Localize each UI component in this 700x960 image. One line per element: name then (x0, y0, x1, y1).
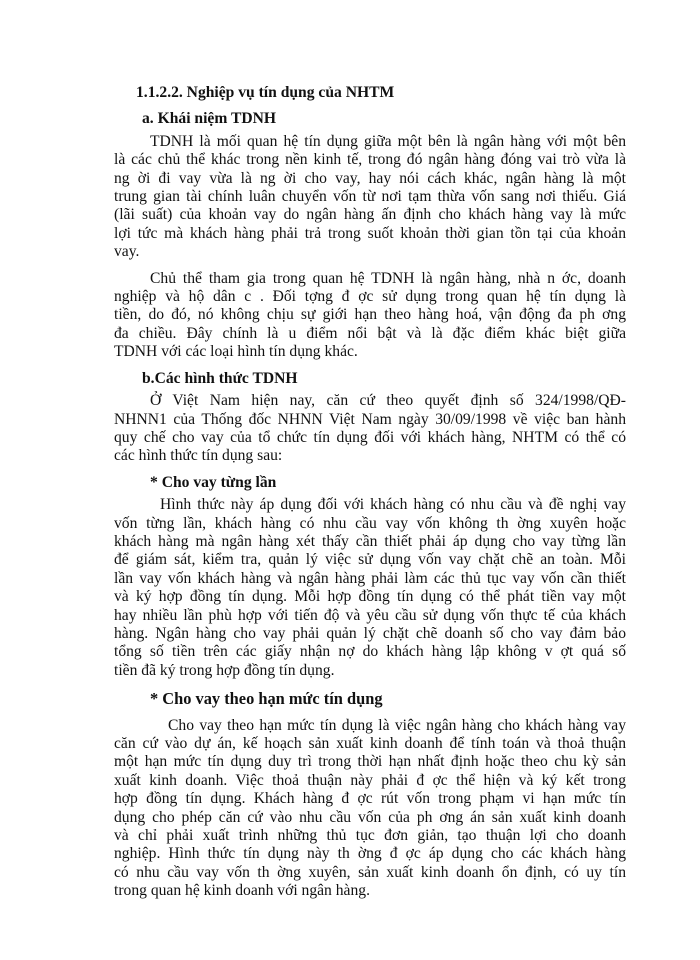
document-page (114, 84, 626, 909)
text-line: TDNH với các loại hình tín dụng khác. (114, 343, 358, 361)
text-line: có nhu cầu vay vốn th ờng xuyên, sản xuất kinh doanh ổn định, có uy tín (114, 863, 626, 881)
text-line: hàng. Ngân hàng cho vay phải quản lý chặt chẽ doanh số cho vay đảm bảo (114, 624, 626, 642)
text-line: lần vay vốn khách hàng và ngân hàng phải làm các thủ tục vay vốn cần thiết (114, 569, 626, 587)
text-line: trung gian tài chính luân chuyển vốn từ nơi tạm thừa vốn sang nơi thiếu. Giá (114, 188, 626, 206)
text-line: Chủ thể tham gia trong quan hệ TDNH là ngân hàng, nhà n ớc, doanh (150, 269, 626, 287)
item-heading-credit-limit: * Cho vay theo hạn mức tín dụng (150, 689, 383, 709)
text-line: tiền đã ký trong hợp đồng tín dụng. (114, 661, 335, 679)
text-line: lợi tức mà khách hàng phải trả trong suốt khoản thời gian tồn tại của khoản (114, 224, 626, 242)
text-line: và ký hợp đồng tín dụng. Mỗi hợp đồng tín dụng có thể phát tiền vay một (114, 588, 626, 606)
paragraph-credit-limit (114, 717, 626, 901)
text-line: trong quan hệ kinh doanh với ngân hàng. (114, 882, 370, 900)
text-line: vay. (114, 243, 140, 261)
text-line: để giám sát, kiểm tra, quản lý việc sử dụng vốn vay chặt chẽ an toàn. Mỗi (114, 551, 626, 569)
paragraph-tdnh-subjects (114, 270, 626, 362)
text-line: căn cứ vào dự án, kế hoạch sản xuất kinh doanh để tính toán và thoả thuận (114, 735, 626, 752)
text-line: Cho vay theo hạn mức tín dụng là việc ngân hàng cho khách hàng vay (168, 716, 626, 734)
text-line: và chỉ phải xuất trình những thủ tục đơn giản, tạo thuận lợi cho doanh (114, 827, 626, 845)
subsection-heading-b: b.Các hình thức TDNH (142, 369, 298, 387)
text-line: một hạn mức tín dụng duy trì trong thời hạn nhất định hoặc theo chu kỳ sản (114, 753, 626, 771)
text-line: quy chế cho vay của tổ chức tín dụng đối với khách hàng, NHTM có thể có (114, 428, 626, 446)
text-line: xuất kinh doanh. Việc thoả thuận này phải đ ợc thể hiện và ký kết trong (114, 771, 626, 789)
text-line: vốn từng lần, khách hàng có nhu cầu vay vốn không th ờng xuyên hoặc (114, 514, 626, 532)
item-heading-single-loan: * Cho vay từng lần (150, 473, 277, 491)
text-line: đa chiều. Đây chính là u điểm nổi bật và là đặc điểm khác biệt giữa (114, 324, 626, 342)
text-line: khách hàng mà ngân hàng xét thấy cần thiết phải áp dụng cho vay từng lần (114, 532, 626, 550)
text-line: TDNH là mối quan hệ tín dụng giữa một bên là ngân hàng với một bên (150, 132, 626, 150)
text-line: tiền, do đó, nó không chịu sự giới hạn theo hàng hoá, vận động đa ph ơng (114, 306, 626, 324)
text-line: tổng số tiền trên các giấy nhận nợ do khách hàng lập không v ợt quá số (114, 643, 626, 661)
paragraph-tdnh-forms-intro (114, 392, 626, 466)
text-line: (lãi suất) của khoản vay do ngân hàng ấn định cho khách hàng vay là mức (114, 206, 626, 224)
text-line: hợp đồng tín dụng. Khách hàng đ ợc rút vốn trong phạm vi hạn mức tín (114, 790, 626, 808)
text-line: Hình thức này áp dụng đối với khách hàng có nhu cầu và đề nghị vay (160, 496, 626, 514)
text-line: NHNN1 của Thống đốc NHNN Việt Nam ngày 30/09/1998 về việc ban hành (114, 410, 626, 428)
paragraph-single-loan (114, 496, 626, 680)
subsection-heading-a: a. Khái niệm TDNH (142, 110, 277, 128)
text-line: nghiệp và hộ dân c . Đối tợng đ ợc sử dụng trong quan hệ tín dụng là (114, 288, 626, 306)
text-line: nghiệp. Hình thức tín dụng này th ờng đ ợc áp dụng cho các khách hàng (114, 845, 626, 863)
text-line: dụng cho phép căn cứ vào nhu cầu vốn của ph ơng án sản xuất kinh doanh (114, 808, 626, 826)
text-line: hay nhiều lần phù hợp với tiến độ và yêu cầu sử dụng vốn thực tế của khách (114, 606, 626, 624)
text-line: Ở Việt Nam hiện nay, căn cứ theo quyết định số 324/1998/QĐ- (150, 392, 626, 410)
text-line: các hình thức tín dụng sau: (114, 447, 283, 465)
paragraph-tdnh-definition (114, 133, 626, 262)
text-line: ng ời đi vay vừa là ng ời cho vay, hay nói cách khác, ngân hàng là một (114, 169, 626, 187)
section-heading: 1.1.2.2. Nghiệp vụ tín dụng của NHTM (136, 84, 395, 101)
text-line: là các chủ thể khác trong nền kinh tế, trong đó ngân hàng đóng vai trò vừa là (114, 151, 626, 169)
